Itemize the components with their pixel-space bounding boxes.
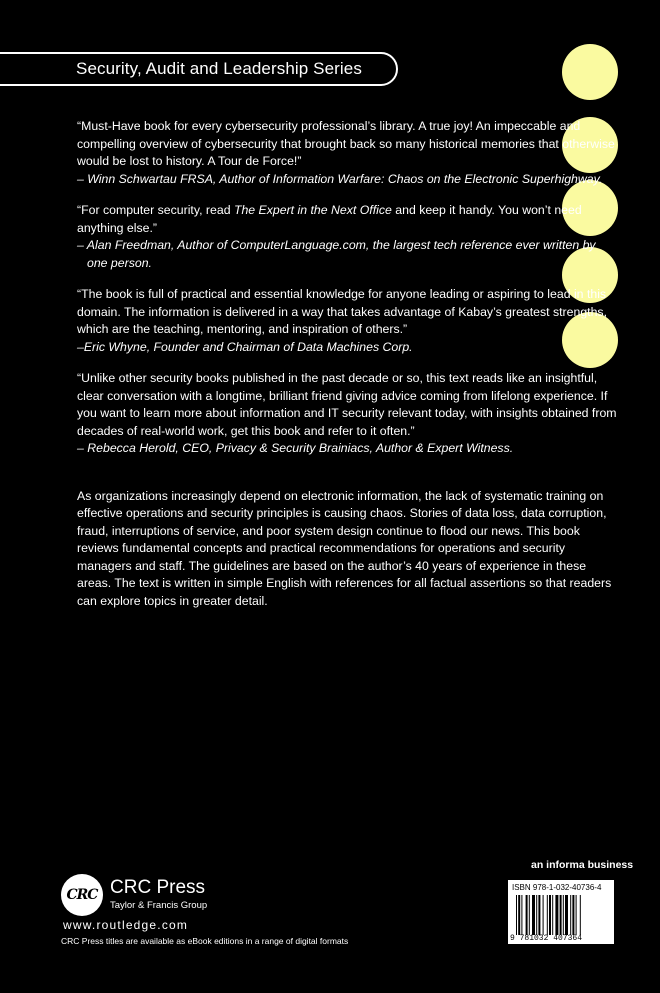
quote-block <box>77 118 617 188</box>
quote-attribution: – Alan Freedman, Author of ComputerLanguage.com, the largest tech reference ever written by one person. <box>77 238 596 270</box>
publisher-website[interactable]: www.routledge.com <box>63 918 189 932</box>
barcode-digits: 9 781032 407364 <box>510 934 583 943</box>
quote-attribution: –Eric Whyne, Founder and Chairman of Data Machines Corp. <box>77 339 413 354</box>
crc-press-logo-icon: CRC <box>61 874 103 916</box>
quote-text: “For computer security, read The Expert in the Next Office and keep it handy. You won’t need anything else.” <box>77 203 582 235</box>
publisher-name: CRC Press <box>110 877 206 898</box>
quote-block <box>77 370 617 458</box>
quote-block <box>77 286 617 356</box>
quote-attribution: – Winn Schwartau FRSA, Author of Information Warfare: Chaos on the Electronic Superhighway. <box>77 171 603 186</box>
isbn-barcode <box>507 879 615 945</box>
ebook-note: CRC Press titles are available as eBook editions in a range of digital formats <box>61 936 349 946</box>
isbn-label: ISBN 978-1-032-40736-4 <box>512 883 602 892</box>
quote-text: “Must-Have book for every cybersecurity professional’s library. A true joy! An impeccable and compelling overview of cybersecurity that brought back so many historical memories that otherwise would be lost to history. A Tour de Force!” <box>77 119 615 168</box>
decorative-circle <box>562 44 618 100</box>
book-summary: As organizations increasingly depend on electronic information, the lack of systematic training on effective operations and security principles is causing chaos. Stories of data loss, data corruption, fraud, interruptions of service, and poor system design continue to flood our news. This book reviews fundamental concepts and practical recommendations for operations and security managers and staff. The guidelines are based on the author’s 40 years of experience in these areas. The text is written in simple English with references for all factual assertions so that readers can explore topics in greater detail. <box>77 488 612 608</box>
barcode-icon <box>516 895 610 935</box>
quote-block <box>77 202 617 272</box>
quote-text: “Unlike other security books published in the past decade or so, this text reads like an insightful, clear conversation with a longtime, brilliant friend giving advice coming from lifelong experience. If you want to learn more about information and IT security relevant today, with insights obtained from decades of real-world work, get this book and refer to it often.” <box>77 371 617 438</box>
back-cover-content <box>77 118 617 622</box>
publisher-group: Taylor & Francis Group <box>110 900 208 911</box>
informa-tagline: an informa business <box>531 859 634 871</box>
quote-text: “The book is full of practical and essential knowledge for anyone leading or aspiring to lead in this domain. The information is delivered in a way that takes advantage of Kabay’s greatest strengths, which are the teaching, mentoring, and inspiration of others.” <box>77 287 607 336</box>
quote-attribution: – Rebecca Herold, CEO, Privacy & Security Brainiacs, Author & Expert Witness. <box>77 441 514 455</box>
series-title: Security, Audit and Leadership Series <box>76 59 362 78</box>
